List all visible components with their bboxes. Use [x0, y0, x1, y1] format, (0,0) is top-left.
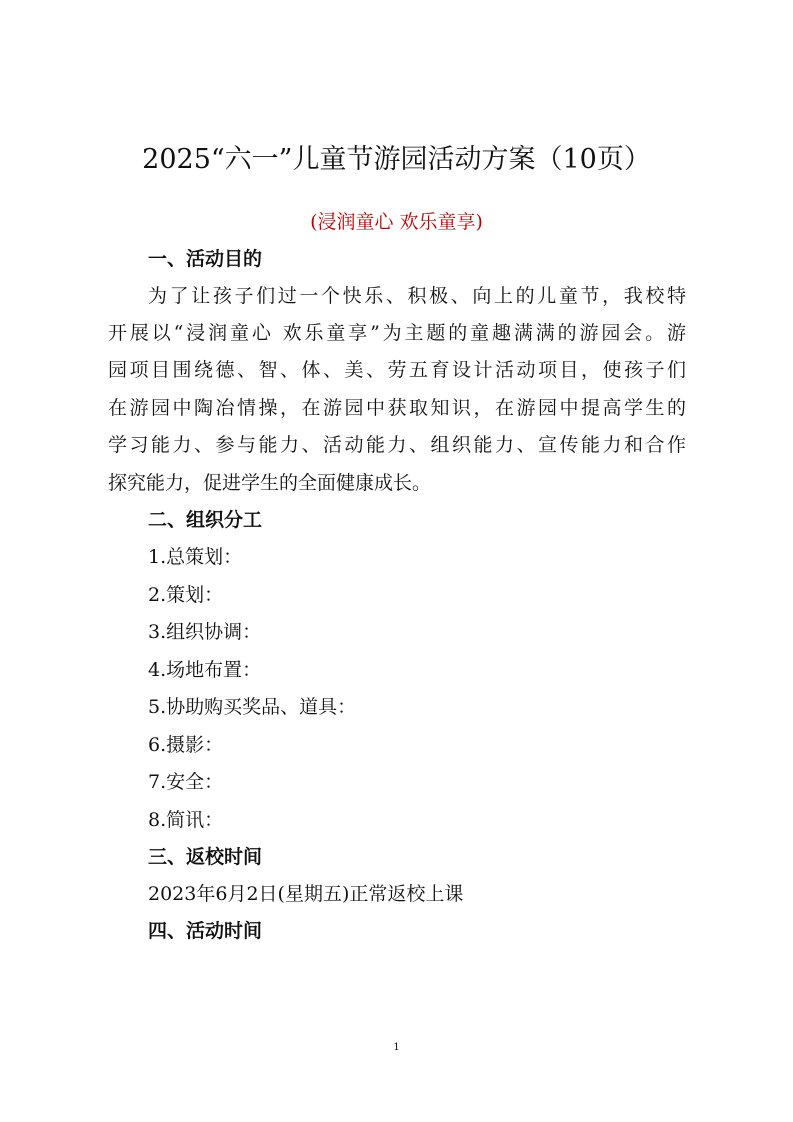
list-item: 3.组织协调：	[148, 621, 262, 643]
list-item: 7.安全：	[148, 771, 224, 793]
list-item: 2.策划：	[148, 584, 224, 606]
section-heading: 三、返校时间	[148, 846, 263, 868]
section-heading: 一、活动目的	[148, 248, 263, 270]
paragraph-line: 开展以“浸润童心 欢乐童享”为主题的童趣满满的游园会。游	[108, 322, 686, 344]
paragraph-line: 园项目围绕德、智、体、美、劳五育设计活动项目，使孩子们	[108, 359, 686, 381]
list-item: 4.场地布置：	[148, 659, 262, 681]
document-title: 2025“六一”儿童节游园活动方案（10页）	[142, 144, 651, 175]
document-subtitle: (浸润童心 欢乐童享)	[310, 211, 483, 233]
list-item: 6.摄影：	[148, 734, 224, 756]
list-item: 5.协助购买奖品、道具：	[148, 696, 357, 718]
return-date-text: 2023年6月2日(星期五)正常返校上课	[148, 883, 464, 905]
section-heading: 二、组织分工	[148, 509, 263, 531]
list-item: 8.简讯：	[148, 809, 224, 831]
paragraph-line: 探究能力，促进学生的全面健康成长。	[108, 472, 432, 494]
section-heading: 四、活动时间	[148, 920, 263, 942]
paragraph-line: 在游园中陶冶情操，在游园中获取知识，在游园中提高学生的	[108, 397, 686, 419]
paragraph-line: 学习能力、参与能力、活动能力、组织能力、宣传能力和合作	[108, 434, 686, 456]
paragraph-line: 为了让孩子们过一个快乐、积极、向上的儿童节，我校特	[148, 285, 686, 307]
list-item: 1.总策划：	[148, 546, 243, 568]
page-number: 1	[393, 1042, 400, 1053]
